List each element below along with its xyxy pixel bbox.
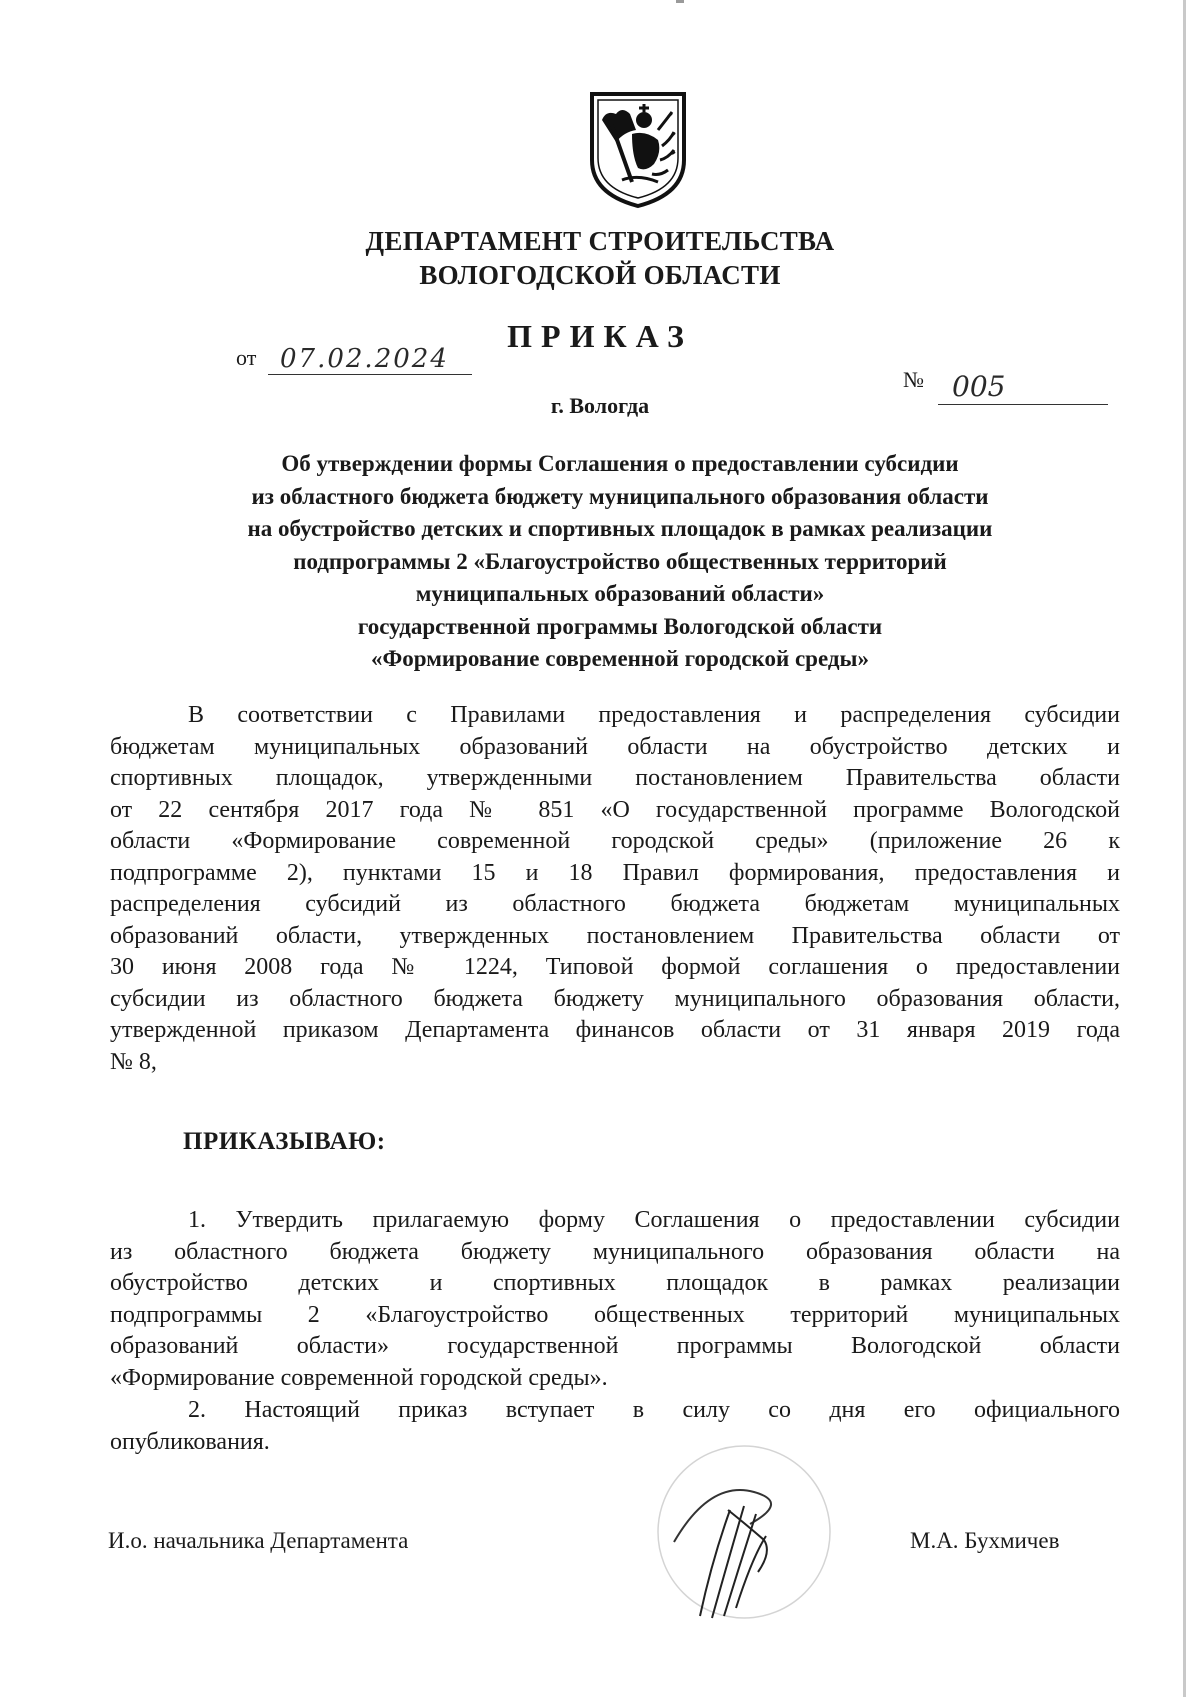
city-name: г. Вологда <box>550 393 650 418</box>
text-line: от 22 сентября 2017 года № 851 «О государственной программе Вологодской <box>110 796 1120 823</box>
text-line: 1. Утвердить прилагаемую форму Соглашения о предоставлении субсидии <box>188 1207 1120 1233</box>
directive-heading: ПРИКАЗЫВАЮ: <box>183 1128 386 1155</box>
department-name-line-1: ДЕПАРТАМЕНТ СТРОИТЕЛЬСТВА <box>365 226 835 256</box>
scan-artifact <box>676 0 684 3</box>
text-line: образований области» государственной программы Вологодской области <box>110 1333 1120 1359</box>
order-date: 07.02.2024 <box>280 344 449 374</box>
text-line: из областного бюджета бюджету муниципального образования области на <box>110 1238 1120 1265</box>
signature-icon <box>640 1440 840 1630</box>
text-line: В соответствии с Правилами предоставления и распределения субсидии <box>188 702 1120 728</box>
scan-edge-line <box>1183 0 1186 1697</box>
text-line: распределения субсидий из областного бюджета бюджетам муниципальных <box>110 891 1120 917</box>
department-name-line-2: ВОЛОГОДСКОЙ ОБЛАСТИ <box>419 260 781 290</box>
text-line: 30 июня 2008 года № 1224, Типовой формой соглашения о предоставлении <box>110 954 1120 980</box>
text-line: спортивных площадок, утвержденными постановлением Правительства области <box>110 765 1120 791</box>
number-label: № <box>903 367 924 392</box>
document-type-title: ПРИКАЗ <box>507 318 693 354</box>
text-line: 2. Настоящий приказ вступает в силу со дня его официального <box>188 1397 1120 1423</box>
number-underline <box>938 404 1108 405</box>
text-line: опубликования. <box>110 1428 270 1455</box>
order-subject <box>150 448 1090 676</box>
subject-line: муниципальных образований области» <box>415 581 825 606</box>
text-line: области «Формирование современной городской среды» (приложение 26 к <box>110 828 1120 854</box>
signatory-name: М.А. Бухмичев <box>910 1528 1060 1553</box>
subject-line: Об утверждении формы Соглашения о предоставлении субсидии <box>281 451 959 476</box>
text-line: обустройство детских и спортивных площадок в рамках реализации <box>110 1270 1120 1296</box>
subject-line: «Формирование современной городской среды» <box>371 646 869 671</box>
coat-of-arms-icon <box>588 90 688 210</box>
text-line: подпрограммы 2 «Благоустройство общественных территорий муниципальных <box>110 1301 1120 1328</box>
text-line: образований области, утвержденных постановлением Правительства области от <box>110 922 1120 949</box>
subject-line: на обустройство детских и спортивных площадок в рамках реализации <box>247 516 993 541</box>
order-number: 005 <box>952 370 1006 403</box>
text-line: бюджетам муниципальных образований области на обустройство детских и <box>110 733 1120 760</box>
text-line: субсидии из областного бюджета бюджету муниципального образования области, <box>110 985 1120 1012</box>
text-line: «Формирование современной городской среды». <box>110 1364 608 1391</box>
order-item-1 <box>110 1205 1120 1394</box>
text-line: утвержденной приказом Департамента финансов области от 31 января 2019 года <box>110 1017 1120 1043</box>
date-label: от <box>236 345 257 370</box>
preamble-paragraph <box>110 700 1120 1078</box>
text-line: подпрограмме 2), пунктами 15 и 18 Правил формирования, предоставления и <box>110 859 1120 886</box>
order-item-2 <box>110 1395 1120 1458</box>
date-underline <box>268 374 472 375</box>
subject-line: государственной программы Вологодской области <box>357 613 883 639</box>
text-line: № 8, <box>110 1048 157 1075</box>
signatory-position: И.о. начальника Департамента <box>108 1528 409 1553</box>
subject-line: подпрограммы 2 «Благоустройство общественных территорий <box>293 548 947 574</box>
subject-line: из областного бюджета бюджету муниципального образования области <box>251 483 989 509</box>
